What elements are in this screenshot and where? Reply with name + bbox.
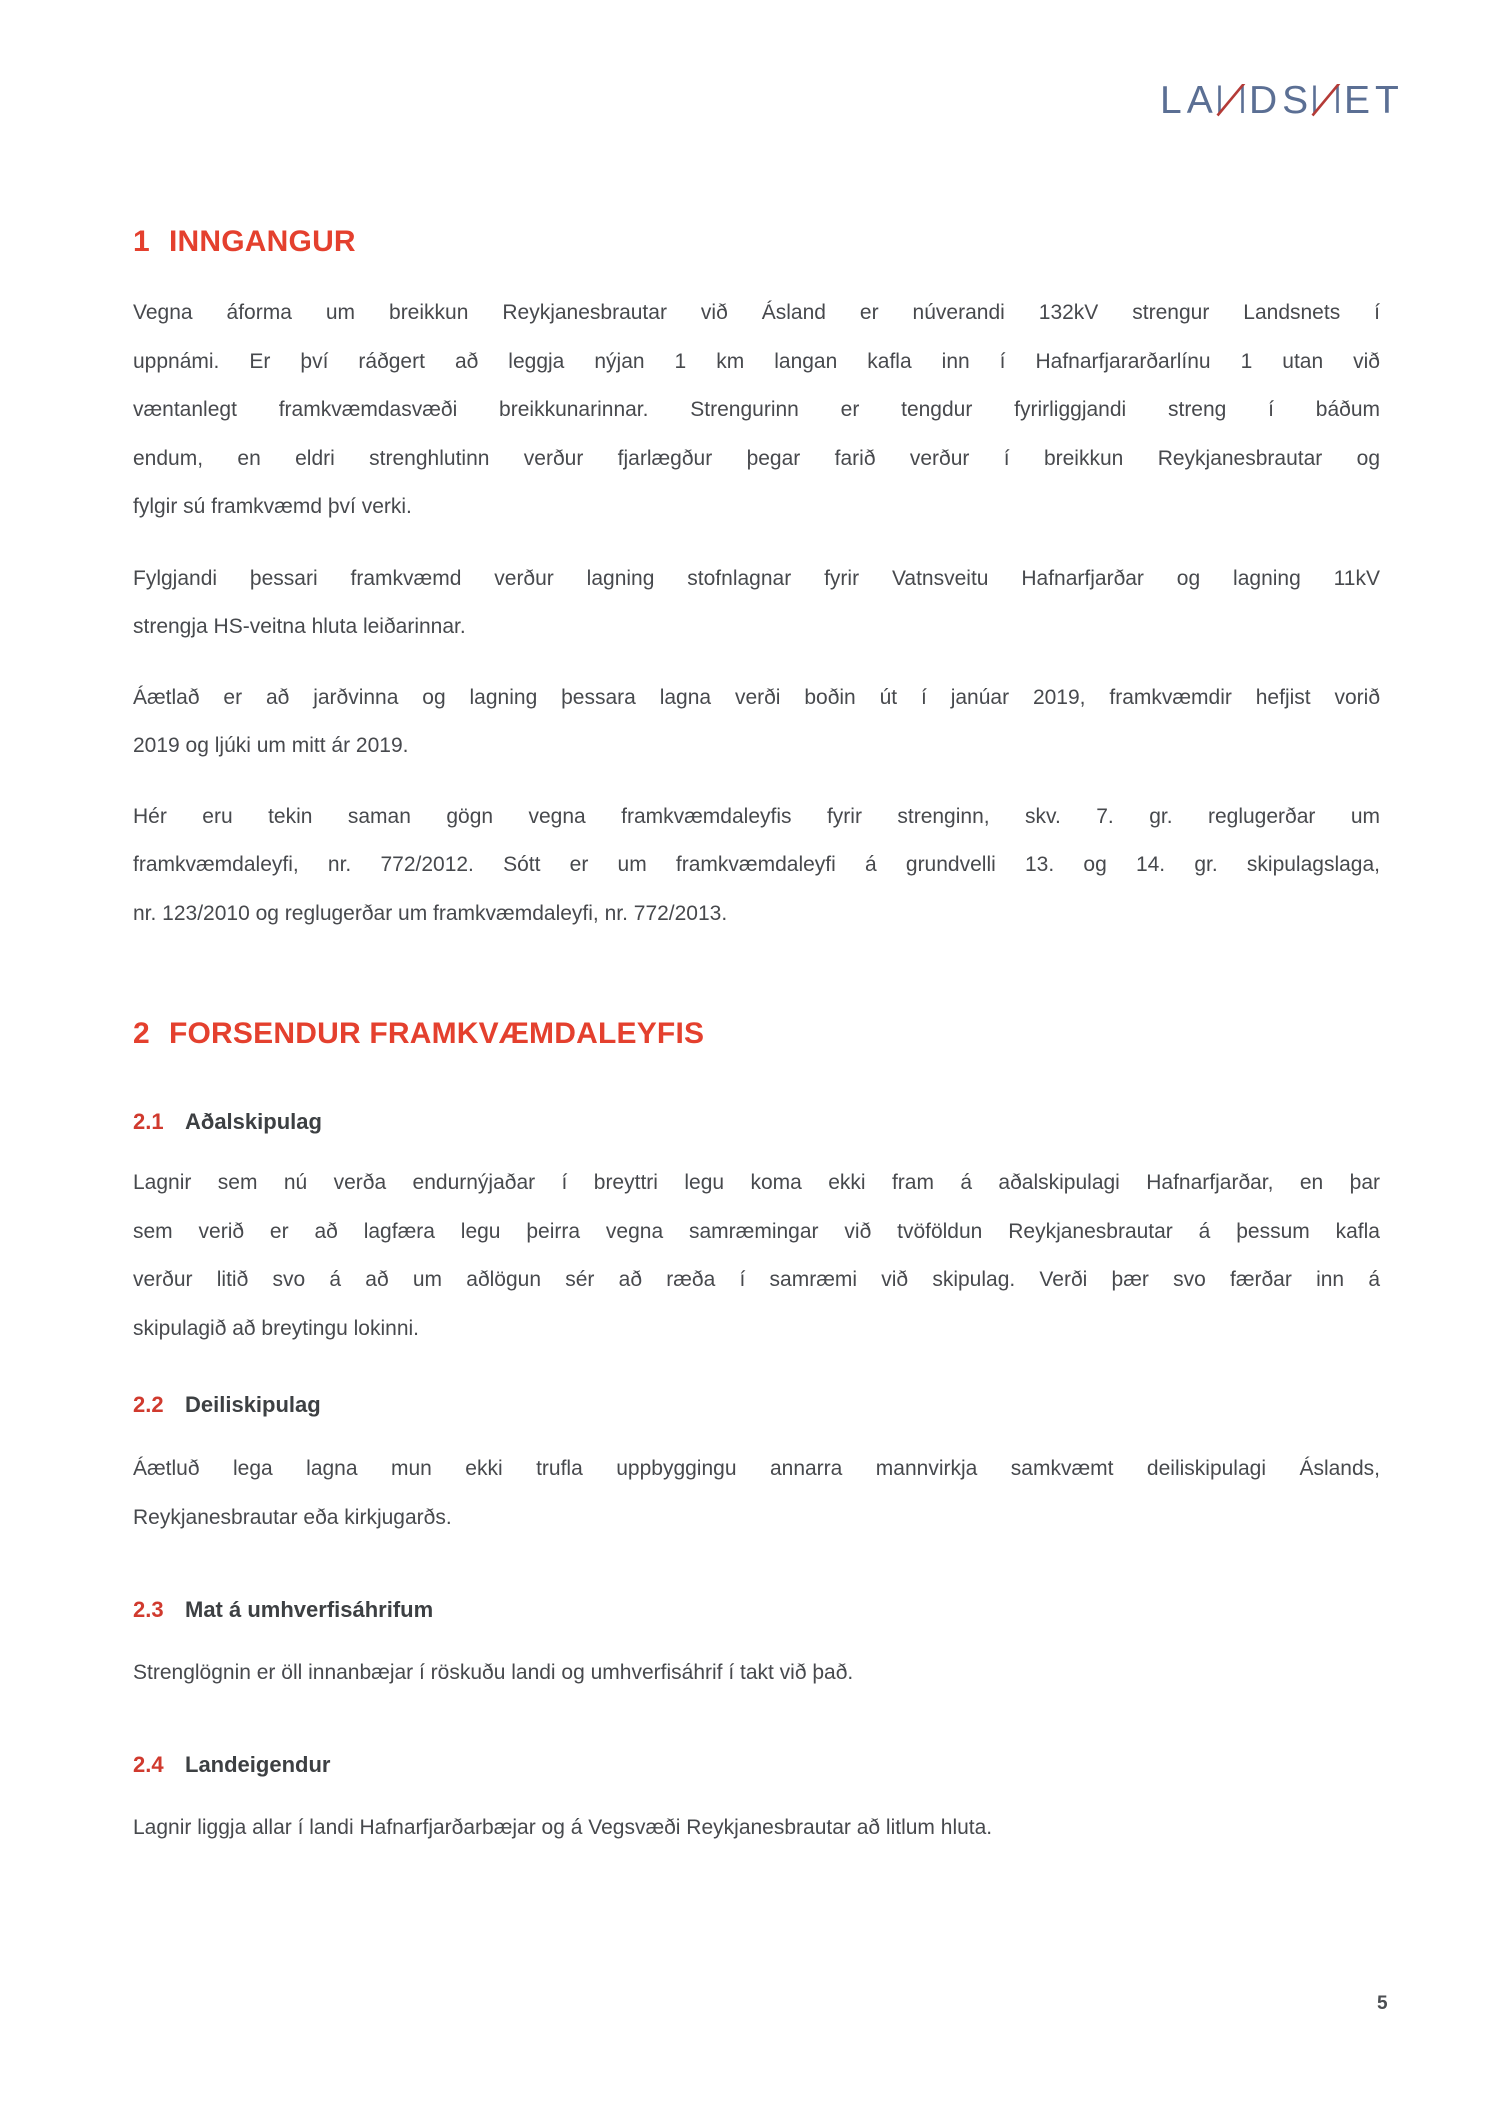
text-line: verður litið svo á að um aðlögun sér að ræða í samræmi við skipulag. Verði þær svo færðar inn á [133,1268,1380,1291]
section-title: FORSENDUR FRAMKVÆMDALEYFIS [169,1017,705,1050]
paragraph [133,793,1380,939]
text-line: Hér eru tekin saman gögn vegna framkvæmdaleyfis fyrir strenginn, skv. 7. gr. reglugerðar um [133,804,1380,828]
text-line: endum, en eldri strenghlutinn verður fjarlægður þegar farið verður í breikkun Reykjanesbrautar og [133,446,1380,470]
section-number: 2 [133,1017,150,1050]
text-line: skipulagið að breytingu lokinni. [133,1316,420,1340]
text-line: Lagnir sem nú verða endurnýjaðar í breyttri legu koma ekki fram á aðalskipulagi Hafnarfjarðar, en þar [133,1171,1380,1194]
text-line: nr. 123/2010 og reglugerðar um framkvæmdaleyfi, nr. 772/2013. [133,901,728,925]
section-number: 1 [133,225,150,258]
section-title: INNGANGUR [169,225,356,258]
text-line: fylgir sú framkvæmd því verki. [133,495,412,518]
subsection-title: Landeigendur [185,1751,331,1777]
subsection-heading-2-3 [133,1595,1380,1625]
document-content [133,0,1380,1852]
text-line: sem verið er að lagfæra legu þeirra vegna samræmingar við tvöföldun Reykjanesbrautar á þessum kafla [133,1219,1380,1243]
subsection-title: Deiliskipulag [185,1392,321,1417]
page-number: 5 [1377,1993,1388,2014]
subsection-title: Mat á umhverfisáhrifum [185,1597,434,1622]
text-line: Strenglögnin er öll innanbæjar í röskuðu landi og umhverfisáhrif í takt við það. [133,1661,854,1684]
text-line: strengja HS-veitna hluta leiðarinnar. [133,615,466,638]
text-line: Áætlað er að jarðvinna og lagning þessara lagna verði boðin út í janúar 2019, framkvæmdir hefjist vorið [133,685,1380,709]
subsection-number: 2.1 [133,1109,164,1134]
subsection-heading-2-2 [133,1390,1380,1420]
text-line: framkvæmdaleyfi, nr. 772/2012. Sótt er um framkvæmdaleyfi á grundvelli 13. og 14. gr. skipulagslaga, [133,853,1380,876]
subsection-number: 2.4 [133,1751,164,1777]
subsection-number: 2.3 [133,1597,164,1622]
text-line: Vegna áforma um breikkun Reykjanesbrautar við Ásland er núverandi 132kV strengur Landsnets í [133,301,1380,324]
subsection-title: Aðalskipulag [185,1109,322,1134]
paragraph [133,1159,1380,1353]
logo-letters-et: ET [1344,84,1404,120]
logo-letters-ds: DS [1249,84,1314,120]
subsection-heading-2-4 [133,1750,1380,1780]
paragraph [133,289,1380,532]
text-line: uppnámi. Er því ráðgert að leggja nýjan 1 km langan kafla inn í Hafnarfjararðarlínu 1 utan við [133,349,1380,373]
text-line: 2019 og ljúki um mitt ár 2019. [133,734,409,757]
paragraph [133,1804,1380,1853]
paragraph [133,674,1380,771]
subsection-heading-2-1 [133,1107,1380,1137]
paragraph [133,1649,1380,1698]
text-line: Áætluð lega lagna mun ekki trufla uppbyggingu annarra mannvirkja samkvæmt deiliskipulagi Áslands, [133,1457,1380,1480]
text-line: Reykjanesbrautar eða kirkjugarðs. [133,1505,452,1529]
text-line: væntanlegt framkvæmdasvæði breikkunarinnar. Strengurinn er tengdur fyrirliggjandi streng í báðum [133,398,1380,421]
text-line: Fylgjandi þessari framkvæmd verður lagning stofnlagnar fyrir Vatnsveitu Hafnarfjarðar og lagning 11kV [133,566,1380,590]
text-line: Lagnir liggja allar í landi Hafnarfjarðarbæjar og á Vegsvæði Reykjanesbrautar að litlum hluta. [133,1815,993,1839]
paragraph [133,555,1380,652]
subsection-number: 2.2 [133,1392,164,1417]
paragraph [133,1445,1380,1542]
section-heading-1 [133,223,1380,261]
section-heading-2 [133,1015,1380,1053]
logo-letters-la: LA [1160,84,1218,120]
